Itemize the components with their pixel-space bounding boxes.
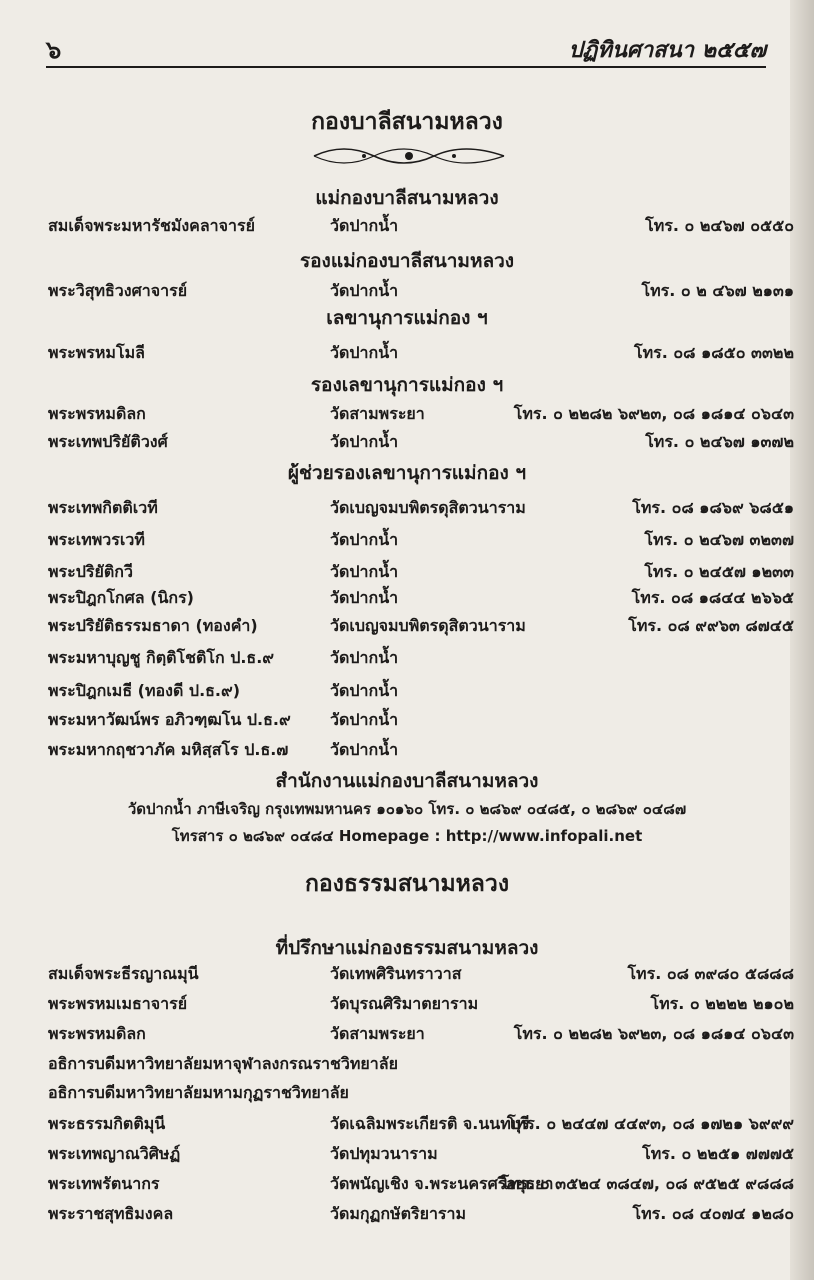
list-item xyxy=(48,528,794,552)
temple-name: วัดเบญจมบพิตรดุสิตวนาราม xyxy=(330,616,526,635)
phone-number: โทร. ๐ ๒๔๖๗ ๑๓๗๒ xyxy=(645,432,794,451)
list-item xyxy=(48,1172,794,1196)
phone-number: โทร. ๐ ๒๒๘๒ ๖๙๒๓, ๐๘ ๑๘๑๔ ๐๖๔๓ xyxy=(513,1024,794,1043)
phone-number: โทร. ๐๘ ๔๐๗๔ ๑๒๘๐ xyxy=(632,1204,794,1223)
list-item xyxy=(48,402,794,426)
temple-name: วัดปากน้ำ xyxy=(330,216,399,235)
person-name: พระเทพวรเวที xyxy=(48,530,145,549)
person-name: พระปริยัติกวี xyxy=(48,562,133,581)
temple-name: วัดปทุมวนาราม xyxy=(330,1144,438,1163)
temple-name: วัดปากน้ำ xyxy=(330,432,399,451)
group-heading: รองแม่กองบาลีสนามหลวง xyxy=(299,250,515,272)
group-heading: รองเลขานุการแม่กอง ฯ xyxy=(310,374,504,396)
phone-number: โทร. ๐ ๒ ๔๖๗ ๒๑๓๑ xyxy=(641,281,794,300)
person-name: พระธรรมกิตติมุนี xyxy=(48,1114,166,1133)
temple-name: วัดพนัญเชิง จ.พระนครศรีอยุธยา xyxy=(330,1174,554,1193)
phone-number: โทร. ๐ ๒๒๕๑ ๗๗๗๕ xyxy=(642,1144,794,1163)
phone-number: โทร. ๐๘ ๑๘๕๐ ๓๓๒๒ xyxy=(634,343,794,362)
temple-name: วัดปากน้ำ xyxy=(330,562,399,581)
temple-name: วัดสามพระยา xyxy=(330,404,425,423)
temple-name: วัดเฉลิมพระเกียรติ จ.นนทบุรี xyxy=(330,1114,530,1133)
person-name: พระเทพญาณวิศิษฏ์ xyxy=(48,1144,181,1163)
person-name: พระพรหมดิลก xyxy=(48,404,146,423)
office-fax-homepage: โทรสาร ๐ ๒๘๖๙ ๐๔๘๔ Homepage : http://www.infopali.net xyxy=(171,827,643,845)
person-name: พระราชสุทธิมงคล xyxy=(48,1204,174,1223)
list-item xyxy=(48,279,794,303)
group-heading: แม่กองบาลีสนามหลวง xyxy=(315,187,499,209)
person-name: สมเด็จพระธีรญาณมุนี xyxy=(48,964,199,983)
ornament-divider-icon xyxy=(304,140,514,172)
list-item xyxy=(48,962,794,986)
rector-line: อธิการบดีมหาวิทยาลัยมหาจุฬาลงกรณราชวิทยาลัย xyxy=(48,1054,398,1073)
person-name: พระปิฎกโกศล (นิกร) xyxy=(48,588,194,607)
phone-number: โทร. ๐ ๒๔๖๗ ๓๒๓๗ xyxy=(644,530,794,549)
person-name: พระพรหมเมธาจารย์ xyxy=(48,994,188,1013)
person-name: พระเทพรัตนากร xyxy=(48,1174,160,1193)
temple-name: วัดปากน้ำ xyxy=(330,530,399,549)
list-item xyxy=(48,1112,794,1136)
temple-name: วัดเทพศิรินทราวาส xyxy=(330,964,462,983)
book-title: ปฏิทินศาสนา ๒๕๕๗ xyxy=(568,38,766,63)
rector-line: อธิการบดีมหาวิทยาลัยมหามกุฏราชวิทยาลัย xyxy=(48,1083,349,1102)
office-heading: สำนักงานแม่กองบาลีสนามหลวง xyxy=(275,770,539,792)
group-heading: ที่ปรึกษาแม่กองธรรมสนามหลวง xyxy=(275,937,539,959)
temple-name: วัดเบญจมบพิตรดุสิตวนาราม xyxy=(330,498,526,517)
list-item xyxy=(48,1202,794,1226)
person-name: พระพรหมดิลก xyxy=(48,1024,146,1043)
office-address: วัดปากน้ำ ภาษีเจริญ กรุงเทพมหานคร ๑๐๑๖๐ โทร. ๐ ๒๘๖๙ ๐๔๘๕, ๐ ๒๘๖๙ ๐๔๘๗ xyxy=(127,800,687,818)
list-item xyxy=(48,679,794,703)
list-item xyxy=(48,586,794,610)
page-number: ๖ xyxy=(46,36,62,64)
section-title-dhamma: กองธรรมสนามหลวง xyxy=(304,871,510,897)
phone-number: โทร. ๐ ๒๒๒๒ ๒๑๐๒ xyxy=(650,994,794,1013)
list-item xyxy=(48,708,794,732)
group-heading: ผู้ช่วยรองเลขานุการแม่กอง ฯ xyxy=(287,462,527,484)
list-item xyxy=(48,646,794,670)
list-item xyxy=(48,992,794,1016)
list-item xyxy=(48,496,794,520)
phone-number: โทร. ๐ ๓๕๒๔ ๓๘๔๗, ๐๘ ๙๕๒๕ ๙๘๘๘ xyxy=(500,1174,794,1193)
temple-name: วัดบุรณศิริมาตยาราม xyxy=(330,994,479,1013)
person-name: พระมหากฤชวาภัค มหิสฺสโร ป.ธ.๗ xyxy=(48,740,289,759)
temple-name: วัดปากน้ำ xyxy=(330,281,399,300)
person-name: พระเทพปริยัติวงศ์ xyxy=(48,432,168,451)
temple-name: วัดปากน้ำ xyxy=(330,740,399,759)
temple-name: วัดปากน้ำ xyxy=(330,710,399,729)
phone-number: โทร. ๐๘ ๑๘๔๔ ๒๖๖๕ xyxy=(631,588,794,607)
list-item xyxy=(48,738,794,762)
list-item xyxy=(48,1022,794,1046)
person-name: พระเทพกิตติเวที xyxy=(48,498,158,517)
section-title-pali: กองบาลีสนามหลวง xyxy=(311,109,503,135)
header-rule xyxy=(46,66,766,68)
person-name: พระพรหมโมลี xyxy=(48,343,145,362)
phone-number: โทร. ๐๘ ๑๘๖๙ ๖๘๕๑ xyxy=(632,498,794,517)
group-heading: เลขานุการแม่กอง ฯ xyxy=(326,307,488,329)
phone-number: โทร. ๐๘ ๙๙๖๓ ๘๗๔๕ xyxy=(628,616,794,635)
list-item xyxy=(48,560,794,584)
temple-name: วัดมกุฏกษัตริยาราม xyxy=(330,1204,467,1223)
phone-number: โทร. ๐ ๒๒๘๒ ๖๙๒๓, ๐๘ ๑๘๑๔ ๐๖๔๓ xyxy=(513,404,794,423)
list-item xyxy=(48,214,794,238)
person-name: พระมหาวัฒน์พร อภิวฑฺฒโน ป.ธ.๙ xyxy=(48,710,291,729)
temple-name: วัดสามพระยา xyxy=(330,1024,425,1043)
temple-name: วัดปากน้ำ xyxy=(330,648,399,667)
list-item xyxy=(48,341,794,365)
temple-name: วัดปากน้ำ xyxy=(330,343,399,362)
phone-number: โทร. ๐ ๒๔๔๗ ๔๔๙๓, ๐๘ ๑๗๒๑ ๖๙๙๙ xyxy=(506,1114,794,1133)
list-item xyxy=(48,430,794,454)
person-name: พระปริยัติธรรมธาดา (ทองคำ) xyxy=(48,616,258,635)
person-name: สมเด็จพระมหารัชมังคลาจารย์ xyxy=(48,216,255,235)
person-name: พระปิฎกเมธี (ทองดี ป.ธ.๙) xyxy=(48,681,241,700)
person-name: พระมหาบุญชู กิตฺติโชติโก ป.ธ.๙ xyxy=(48,648,274,667)
person-name: พระวิสุทธิวงศาจารย์ xyxy=(48,281,188,300)
phone-number: โทร. ๐ ๒๔๖๗ ๐๕๕๐ xyxy=(645,216,794,235)
phone-number: โทร. ๐๘ ๓๙๘๐ ๕๘๘๘ xyxy=(627,964,794,983)
phone-number: โทร. ๐ ๒๔๕๗ ๑๒๓๓ xyxy=(644,562,794,581)
temple-name: วัดปากน้ำ xyxy=(330,681,399,700)
temple-name: วัดปากน้ำ xyxy=(330,588,399,607)
running-header xyxy=(46,30,766,70)
list-item xyxy=(48,614,794,638)
list-item xyxy=(48,1142,794,1166)
